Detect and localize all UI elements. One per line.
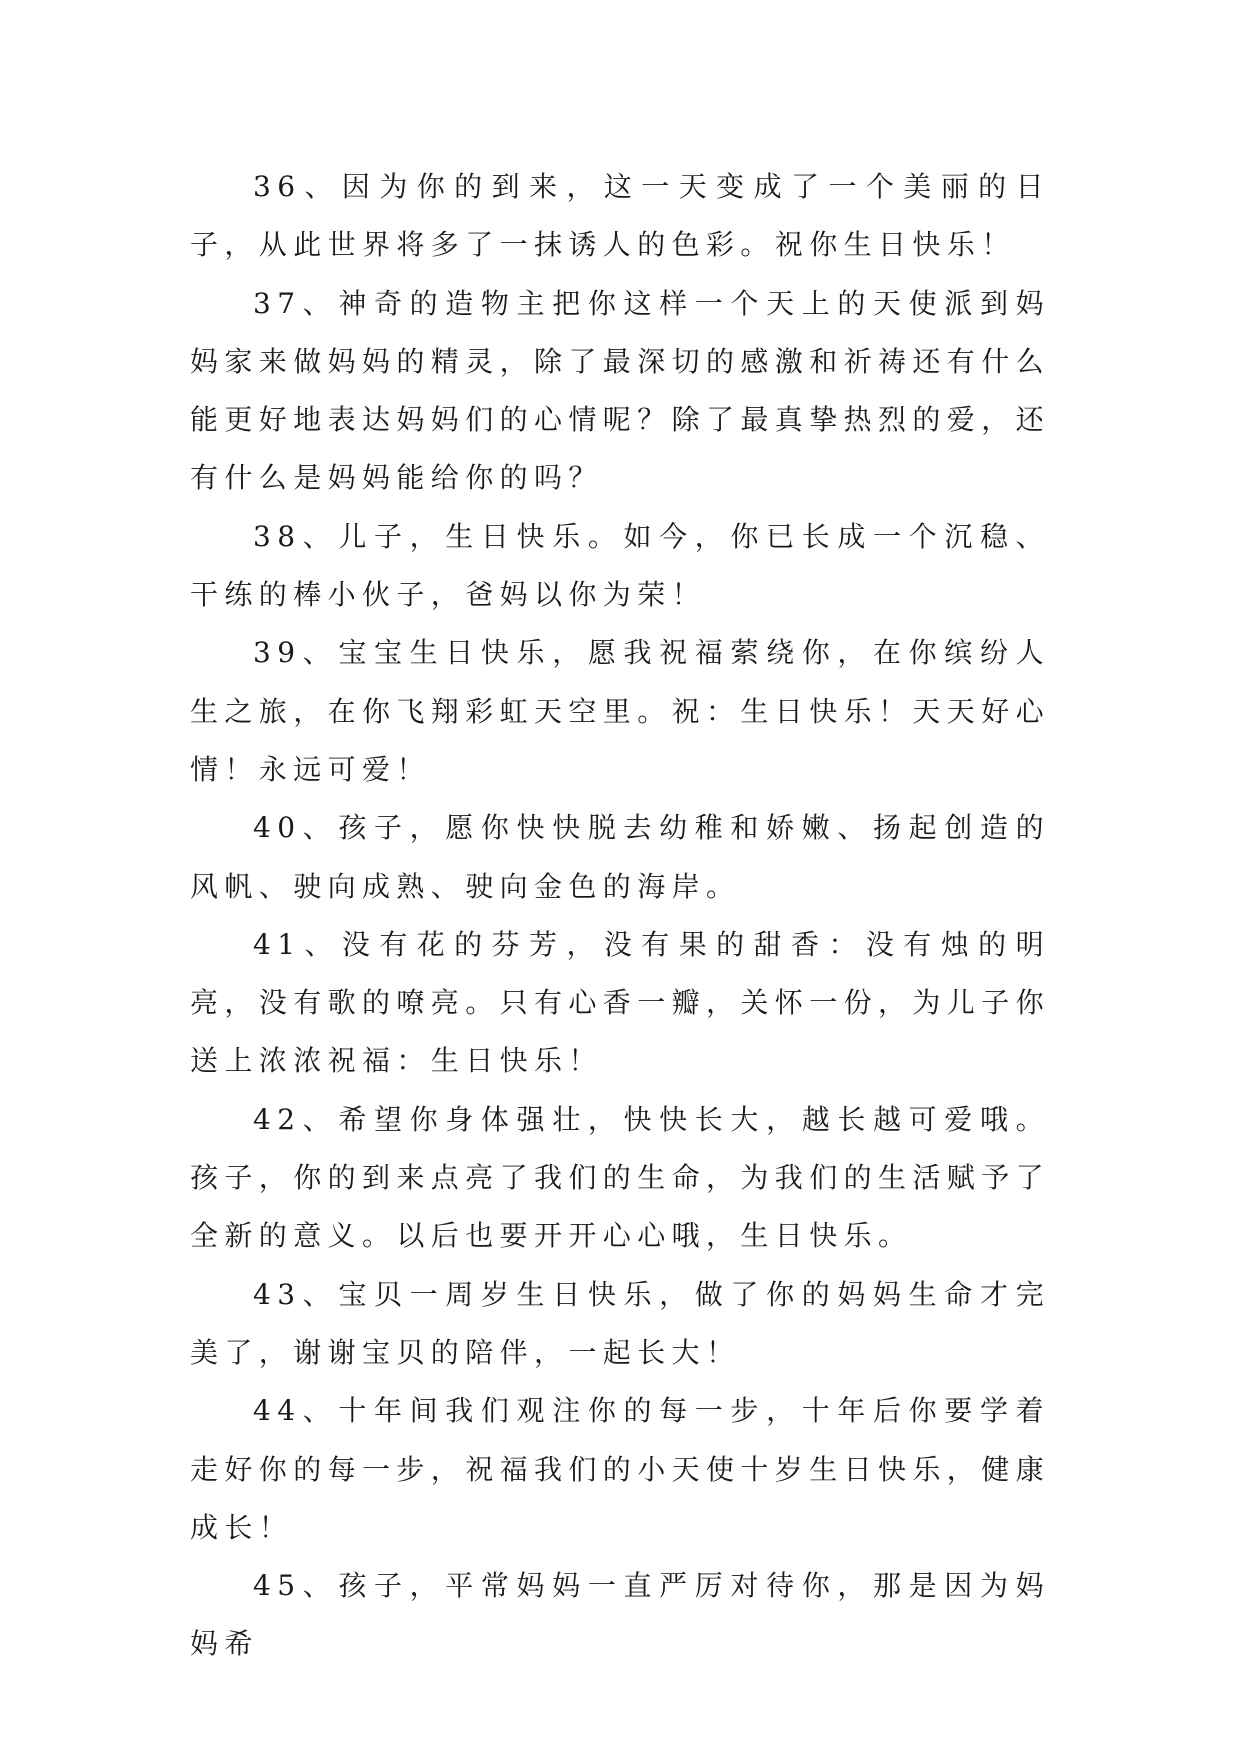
paragraph-37: 37、神奇的造物主把你这样一个天上的天使派到妈妈家来做妈妈的精灵，除了最深切的感激和祈祷还有什么能更好地表达妈妈们的心情呢？除了最真挚热烈的爱，还有什么是妈妈能给你的吗？ <box>190 286 1051 495</box>
paragraph-36: 36、因为你的到来，这一天变成了一个美丽的日子，从此世界将多了一抹诱人的色彩。祝你生日快乐！ <box>190 170 1050 262</box>
paragraph-43: 43、宝贝一周岁生日快乐，做了你的妈妈生命才完美了，谢谢宝贝的陪伴，一起长大！ <box>190 1277 1050 1369</box>
document-body <box>190 158 1050 1674</box>
paragraph-42: 42、希望你身体强壮，快快长大，越长越可爱哦。孩子，你的到来点亮了我们的生命，为我们的生活赋予了全新的意义。以后也要开开心心哦，生日快乐。 <box>190 1102 1051 1253</box>
paragraph-45: 45、孩子，平常妈妈一直严厉对待你，那是因为妈妈希 <box>190 1569 1050 1661</box>
paragraph-38: 38、儿子，生日快乐。如今，你已长成一个沉稳、干练的棒小伙子，爸妈以你为荣！ <box>190 519 1050 612</box>
paragraph-44: 44、十年间我们观注你的每一步，十年后你要学着走好你的每一步，祝福我们的小天使十岁生日快乐，健康成长！ <box>190 1394 1051 1544</box>
paragraph-39: 39、宝宝生日快乐，愿我祝福萦绕你，在你缤纷人生之旅，在你飞翔彩虹天空里。祝：生日快乐！天天好心情！永远可爱！ <box>190 636 1051 786</box>
paragraph-41: 41、没有花的芬芳，没有果的甜香：没有烛的明亮，没有歌的嘹亮。只有心香一瓣，关怀一份，为儿子你送上浓浓祝福：生日快乐！ <box>190 927 1051 1078</box>
paragraph-40: 40、孩子，愿你快快脱去幼稚和娇嫩、扬起创造的风帆、驶向成熟、驶向金色的海岸。 <box>190 811 1050 903</box>
